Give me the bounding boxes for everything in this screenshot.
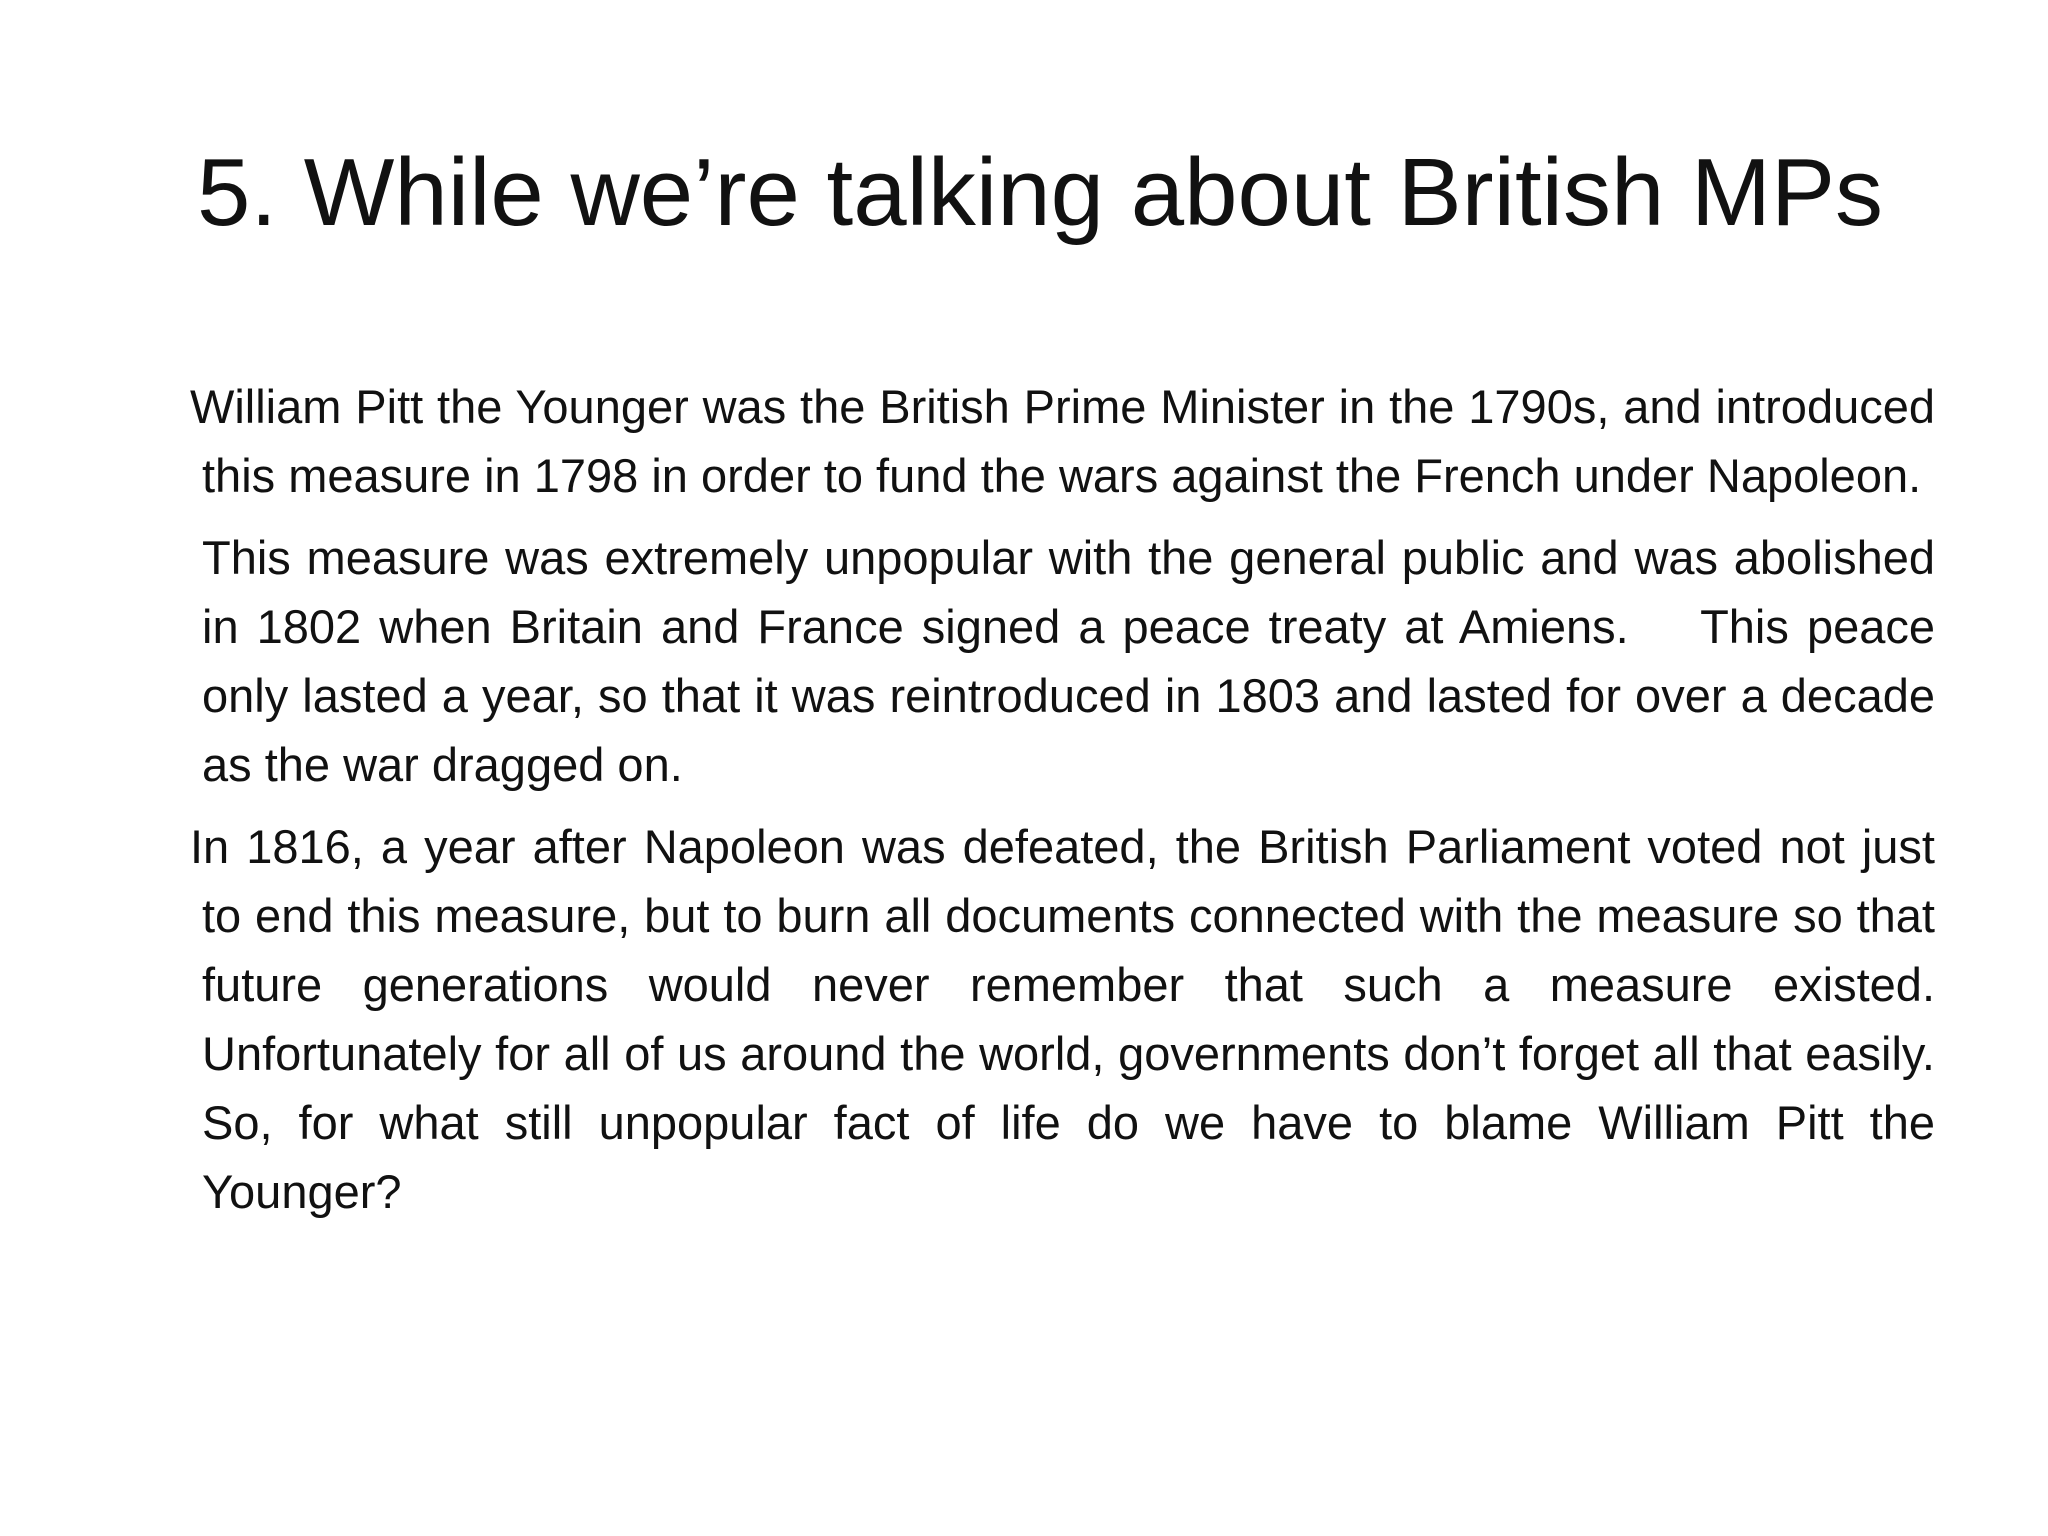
slide-body <box>190 372 1975 1239</box>
paragraph-pitt-introduction: William Pitt the Younger was the British Prime Minister in the 1790s, and introduced this measure in 1798 in order to fund the wars against the French under Napoleon. <box>190 380 1935 502</box>
paragraph-abolition: This measure was extremely unpopular with the general public and was abolished in 1802 when Britain and France signed a peace treaty at Amiens. This peace only lasted a year, so that it was reintroduced in 1803 and lasted for over a decade as the war dragged on. <box>202 531 1949 791</box>
slide-title: 5. While we’re talking about British MPs <box>197 139 1883 246</box>
paragraph-question: In 1816, a year after Napoleon was defeated, the British Parliament voted not just to end this measure, but to burn all documents connected with the measure so that future generations would never remember that such a measure existed. Unfortunately for all of us around the world, governments don’t forget all that easily. So, for what still unpopular fact of life do we have to blame William Pitt the Younger? <box>190 820 1975 1218</box>
